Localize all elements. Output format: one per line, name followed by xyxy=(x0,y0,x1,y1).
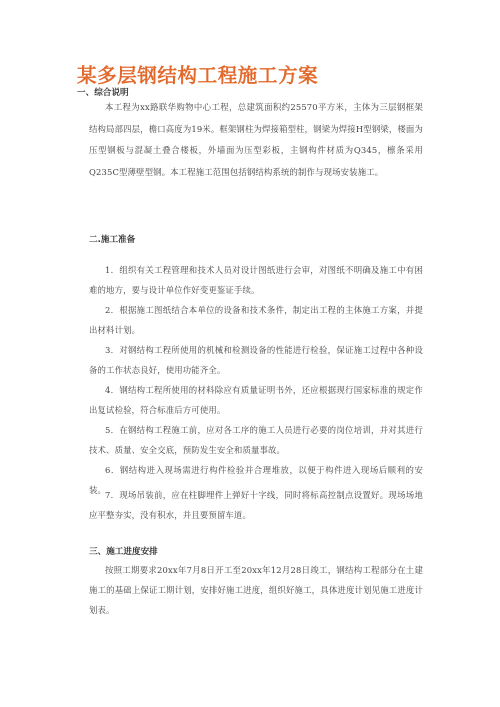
schedule-paragraph: 按照工期要求20xx年7月8日开工至20xx年12月28日竣工，钢结构工程部分在土建施工的基础上保证工期计划，安排好施工进度，组织好施工，具体进度计划见施工进度计划表。 xyxy=(89,565,423,615)
preparation-item-5: 5．在钢结构工程施工前，应对各工序的施工人员进行必要的岗位培训，并对其进行技术、质量、安全交底，预防发生安全和质量事故。 xyxy=(89,425,423,455)
preparation-item-7: 7．现场吊装前，应在柱脚埋件上弹好十字线，同时将标高控制点设置好。现场场地应平整夯实，没有积水，并且要预留车道。 xyxy=(89,490,423,520)
preparation-item-4: 4．钢结构工程所使用的材料除应有质量证明书外，还应根据现行国家标准的规定作出复试检验，符合标准后方可使用。 xyxy=(89,385,423,415)
preparation-item-3: 3．对钢结构工程所使用的机械和检测设备的性能进行检验，保证施工过程中各种设备的工作状态良好，使用功能齐全。 xyxy=(89,345,423,375)
section-heading-schedule: 三、施工进度安排 xyxy=(89,547,158,557)
preparation-item-2: 2．根据施工图纸结合本单位的设备和技术条件，制定出工程的主体施工方案，并提出材料计划。 xyxy=(89,305,423,335)
section-heading-preparation: 二.施工准备 xyxy=(89,235,136,245)
overview-paragraph: 本工程为xx路联华购物中心工程，总建筑面积约25570平方米，主体为三层钢框架结构局部四层，檐口高度为19米。框架钢柱为焊接箱型柱，钢梁为焊接H型钢梁，楼面为压型钢板与混凝土叠合楼板，外墙面为压型彩板，主钢构件材质为Q345，檩条采用Q235C型薄壁型钢。本工程施工范围包括钢结构系统的制作与现场安装施工。 xyxy=(89,102,423,177)
section-heading-overview: 一、综合说明 xyxy=(77,88,129,98)
preparation-item-1: 1．组织有关工程管理和技术人员对设计图纸进行会审，对图纸不明确及施工中有困难的地方，要与设计单位作好变更鉴证手续。 xyxy=(89,265,423,295)
document-title: 某多层钢结构工程施工方案 xyxy=(77,64,319,87)
preparation-item-6: 6．钢结构进入现场需进行构件检验并合理堆放，以便于构件进入现场后顺利的安装。 xyxy=(89,465,423,495)
